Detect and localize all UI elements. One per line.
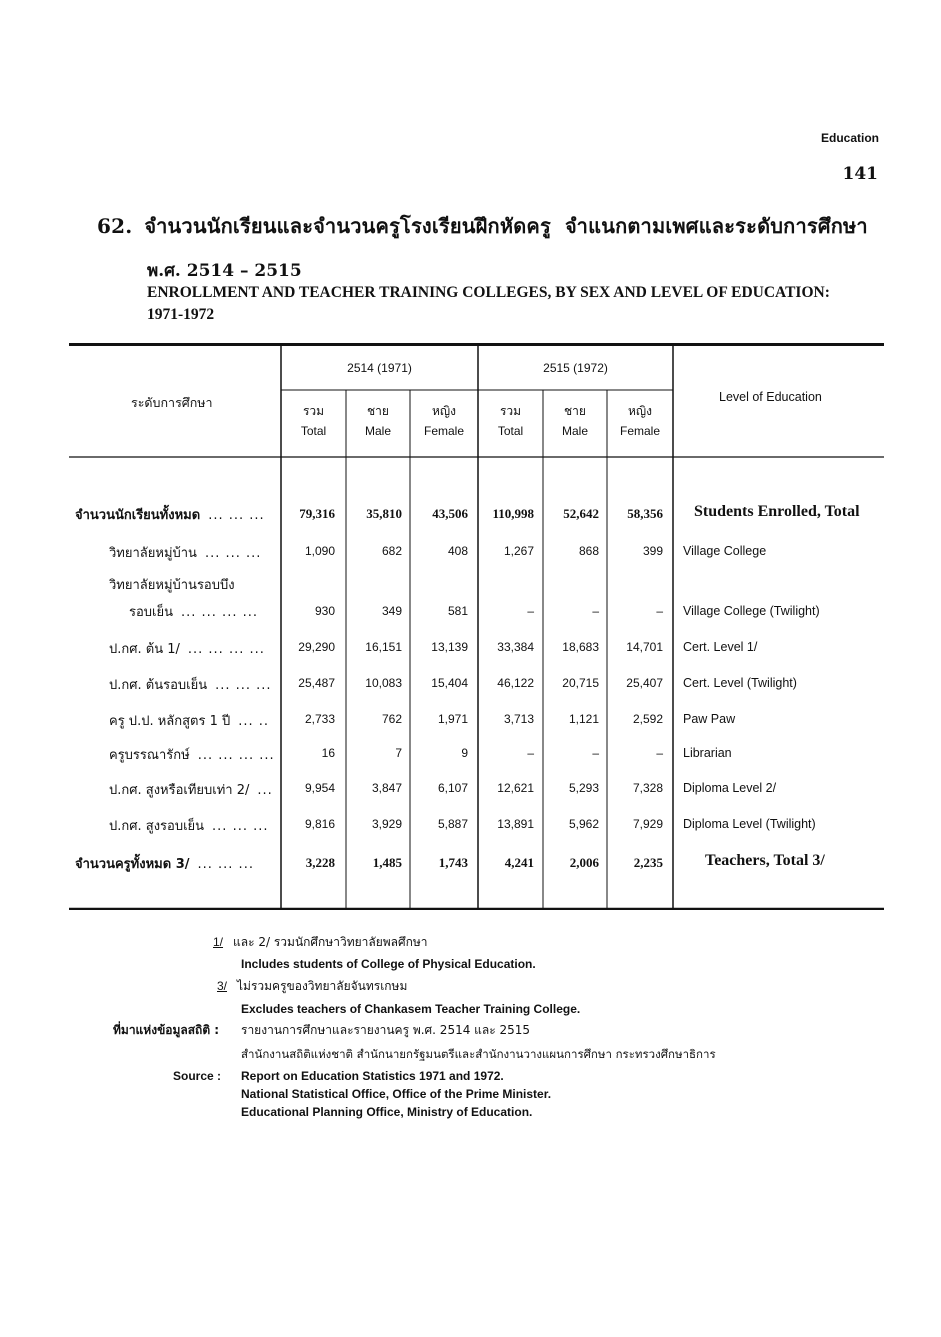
table-cell: 14,701	[626, 640, 663, 654]
table-number: 62.	[97, 214, 133, 238]
table-cell: 46,122	[497, 676, 534, 690]
table-cell: 7,328	[632, 781, 663, 795]
row-label-english: Village College	[683, 544, 767, 558]
title-thai-part2: จำแนกตามเพศและระดับการศึกษา	[564, 214, 868, 238]
row-label-english: Diploma Level 2/	[683, 781, 777, 795]
row-label-thai: ป.กศ. สูงหรือเทียบเท่า 2/ ...	[109, 783, 273, 798]
source-thai-label: ที่มาแห่งข้อมูลสถิติ :	[113, 1023, 220, 1037]
footnote-1-mark: 1/	[213, 935, 224, 949]
table-cell: 1,971	[437, 712, 468, 726]
table-cell: 682	[381, 544, 402, 558]
table-cell: 16	[321, 746, 335, 760]
row-label-english: Cert. Level (Twilight)	[683, 676, 797, 690]
footnote-3-english: Excludes teachers of Chankasem Teacher Training College.	[241, 1002, 581, 1016]
table-cell: 1,267	[503, 544, 534, 558]
title-thai-year: พ.ศ. 2514 – 2515	[147, 261, 302, 281]
header-year-1972: 2515 (1972)	[543, 361, 608, 375]
source-thai-line-2: สำนักงานสถิติแห่งชาติ สำนักนายกรัฐมนตรีและสำนักงานวางแผนการศึกษา กระทรวงศึกษาธิการ	[241, 1047, 716, 1061]
table-cell: 762	[381, 712, 402, 726]
table-cell: 3,713	[503, 712, 534, 726]
row-label-thai: ป.กศ. ต้น 1/ ... ... ... ...	[109, 642, 265, 657]
table-cell: 29,290	[298, 640, 335, 654]
header-year-1971: 2514 (1971)	[347, 361, 412, 375]
row-label-english: Students Enrolled, Total	[694, 503, 860, 520]
row-label-english: Librarian	[683, 746, 732, 760]
row-label-thai: วิทยาลัยหมู่บ้าน ... ... ...	[109, 546, 262, 561]
header-male-1971: ชาย Male	[364, 404, 391, 438]
table-cell: 5,293	[568, 781, 599, 795]
table-cell: –	[527, 746, 534, 760]
table-cell: 408	[447, 544, 468, 558]
table-cell: –	[656, 604, 663, 618]
table-cell: 3,228	[305, 855, 335, 870]
page-number: 141	[842, 164, 878, 184]
table-cell: 581	[447, 604, 468, 618]
table-cell: 2,592	[632, 712, 663, 726]
table-cell: 79,316	[299, 506, 335, 521]
table-cell: 930	[314, 604, 335, 618]
row-label-thai: จำนวนนักเรียนทั้งหมด ... ... ...	[75, 508, 265, 523]
footnote-1-thai: และ 2/ รวมนักศึกษาวิทยาลัยพลศึกษา	[233, 935, 428, 949]
table-cell: 5,962	[568, 817, 599, 831]
table-cell: 1,121	[568, 712, 599, 726]
row-label-english: Village College (Twilight)	[683, 604, 820, 618]
table-cell: 9,954	[304, 781, 335, 795]
source-english-line-1: Report on Education Statistics 1971 and 1972.	[241, 1069, 504, 1083]
table-cell: 9	[461, 746, 468, 760]
data-table	[69, 343, 884, 910]
table-cell: 20,715	[562, 676, 599, 690]
row-label-english: Cert. Level 1/	[683, 640, 758, 654]
row-label-thai-line-1: วิทยาลัยหมู่บ้านรอบบึง	[109, 578, 235, 593]
table-cell: 3,929	[371, 817, 402, 831]
table-cell: 58,356	[627, 506, 663, 521]
title-thai-part1: จำนวนนักเรียนและจำนวนครูโรงเรียนฝึกหัดครู	[144, 214, 551, 238]
header-female-1972: หญิง Female	[619, 404, 660, 438]
row-label-thai	[109, 574, 258, 622]
table-cell: 25,487	[298, 676, 335, 690]
table-cell: 349	[381, 604, 402, 618]
table-cell: 110,998	[492, 506, 534, 521]
row-label-thai: จำนวนครูทั้งหมด 3/ ... ... ...	[75, 857, 254, 872]
table-cell: 16,151	[365, 640, 402, 654]
table-cell: 5,887	[437, 817, 468, 831]
table-cell: 7,929	[632, 817, 663, 831]
header-male-1972: ชาย Male	[561, 404, 588, 438]
table-cell: 7	[395, 746, 402, 760]
header-female-1971: หญิง Female	[423, 404, 464, 438]
section-label: Education	[820, 131, 879, 145]
table-cell: 1,743	[438, 855, 468, 870]
table-cell: 2,006	[569, 855, 599, 870]
table-cell: –	[592, 604, 599, 618]
footnote-1-english: Includes students of College of Physical Education.	[241, 957, 536, 971]
table-cell: 13,139	[431, 640, 468, 654]
source-english-line-2: National Statistical Office, Office of the Prime Minister.	[241, 1087, 552, 1101]
title-english: ENROLLMENT AND TEACHER TRAINING COLLEGES, BY SEX AND LEVEL OF EDUCATION: 1971-1972	[147, 284, 830, 323]
table-cell: 1,090	[304, 544, 335, 558]
row-label-english: Paw Paw	[683, 712, 736, 726]
table-cell: 6,107	[437, 781, 468, 795]
table-cell: 4,241	[504, 855, 534, 870]
footnote-3-mark: 3/	[217, 979, 228, 993]
table-cell: 15,404	[431, 676, 468, 690]
table-cell: 2,235	[633, 855, 663, 870]
source-thai-line-1: รายงานการศึกษาและรายงานครู พ.ศ. 2514 และ 2515	[241, 1023, 531, 1037]
table-cell: 25,407	[626, 676, 663, 690]
row-label-english: Teachers, Total 3/	[705, 852, 825, 869]
table-cell: 2,733	[304, 712, 335, 726]
row-label-english: Diploma Level (Twilight)	[683, 817, 816, 831]
table-cell: 868	[578, 544, 599, 558]
table-cell: 12,621	[497, 781, 534, 795]
source-english-label: Source :	[173, 1069, 222, 1083]
title-thai	[97, 210, 868, 242]
table-cell: –	[656, 746, 663, 760]
row-label-thai: ครูบรรณารักษ์ ... ... ... ...	[109, 748, 275, 763]
table-cell: 10,083	[365, 676, 402, 690]
table-cell: 43,506	[432, 506, 468, 521]
source-english-line-3: Educational Planning Office, Ministry of Education.	[241, 1105, 533, 1119]
row-label-thai-line-2: รอบเย็น ... ... ... ...	[129, 605, 258, 620]
header-level-thai: ระดับการศึกษา	[131, 395, 213, 410]
header-total-1971: รวม Total	[300, 404, 327, 438]
table-cell: 399	[642, 544, 663, 558]
table-cell: –	[592, 746, 599, 760]
header-total-1972: รวม Total	[497, 404, 524, 438]
table-cell: 9,816	[304, 817, 335, 831]
table-cell: 33,384	[497, 640, 534, 654]
table-cell: 13,891	[497, 817, 534, 831]
header-level-english: Level of Education	[719, 390, 822, 404]
footnote-3-thai: ไม่รวมครูของวิทยาลัยจันทรเกษม	[237, 979, 408, 993]
row-label-thai: ครู ป.ป. หลักสูตร 1 ปี ... ..	[109, 714, 270, 729]
table-cell: 35,810	[366, 506, 402, 521]
table-cell: 52,642	[563, 506, 599, 521]
row-label-thai: ป.กศ. ต้นรอบเย็น ... ... ...	[109, 678, 272, 693]
table-cell: –	[527, 604, 534, 618]
table-cell: 1,485	[372, 855, 402, 870]
table-cell: 3,847	[371, 781, 402, 795]
row-label-thai: ป.กศ. สูงรอบเย็น ... ... ...	[109, 819, 269, 834]
table-cell: 18,683	[562, 640, 599, 654]
